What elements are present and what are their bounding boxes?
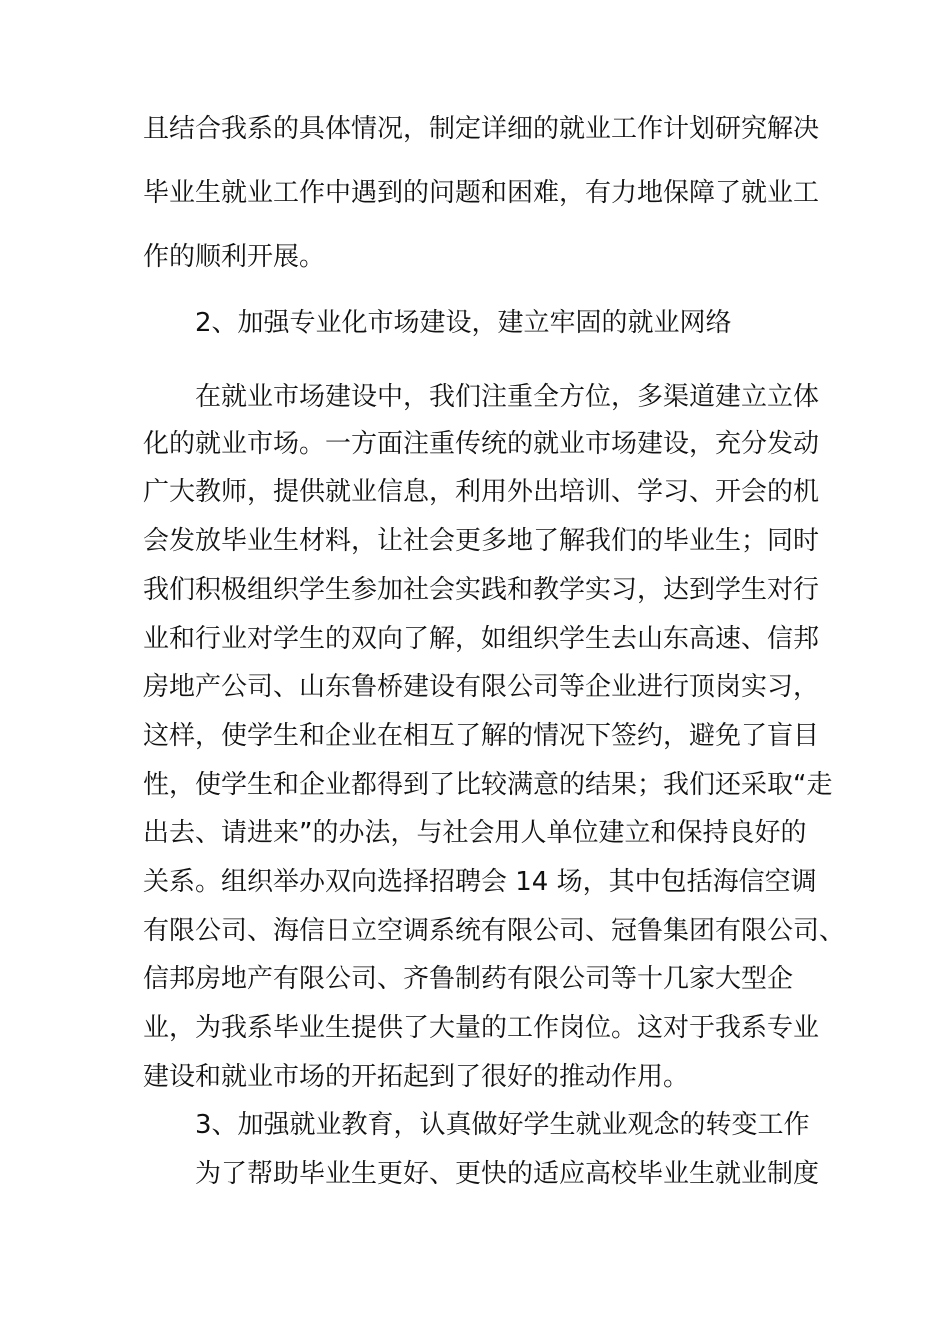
paragraph-line: 房地产公司、山东鲁桥建设有限公司等企业进行顶岗实习，	[143, 672, 820, 702]
paragraph-line: 我们积极组织学生参加社会实践和教学实习，达到学生对行	[143, 575, 820, 605]
paragraph-line: 出去、请进来”的办法，与社会用人单位建立和保持良好的	[143, 818, 807, 848]
paragraph-line: 有限公司、海信日立空调系统有限公司、冠鲁集团有限公司、	[143, 916, 846, 946]
paragraph-line: 这样，使学生和企业在相互了解的情况下签约，避免了盲目	[143, 721, 820, 751]
paragraph-line: 作的顺利开展。	[143, 242, 326, 272]
paragraph-line: 广大教师，提供就业信息，利用外出培训、学习、开会的机	[143, 477, 820, 507]
paragraph-line: 关系。组织举办双向选择招聘会 14 场，其中包括海信空调	[143, 867, 817, 897]
paragraph-line: 信邦房地产有限公司、齐鲁制药有限公司等十几家大型企	[143, 964, 794, 994]
paragraph-line: 建设和就业市场的开拓起到了很好的推动作用。	[143, 1062, 690, 1092]
section-heading-2: 2、加强专业化市场建设，建立牢固的就业网络	[195, 308, 732, 338]
paragraph-line: 毕业生就业工作中遇到的问题和困难，有力地保障了就业工	[143, 178, 820, 208]
paragraph-line: 业，为我系毕业生提供了大量的工作岗位。这对于我系专业	[143, 1013, 820, 1043]
paragraph-line: 会发放毕业生材料，让社会更多地了解我们的毕业生；同时	[143, 526, 820, 556]
paragraph-line: 为了帮助毕业生更好、更快的适应高校毕业生就业制度	[195, 1159, 820, 1189]
paragraph-line: 化的就业市场。一方面注重传统的就业市场建设，充分发动	[143, 429, 820, 459]
paragraph-line: 且结合我系的具体情况，制定详细的就业工作计划研究解决	[143, 114, 820, 144]
section-heading-3: 3、加强就业教育，认真做好学生就业观念的转变工作	[195, 1110, 810, 1140]
paragraph-line: 业和行业对学生的双向了解，如组织学生去山东高速、信邦	[143, 624, 820, 654]
paragraph-line: 性，使学生和企业都得到了比较满意的结果；我们还采取“走	[143, 770, 833, 800]
paragraph-line: 在就业市场建设中，我们注重全方位，多渠道建立立体	[195, 382, 820, 412]
